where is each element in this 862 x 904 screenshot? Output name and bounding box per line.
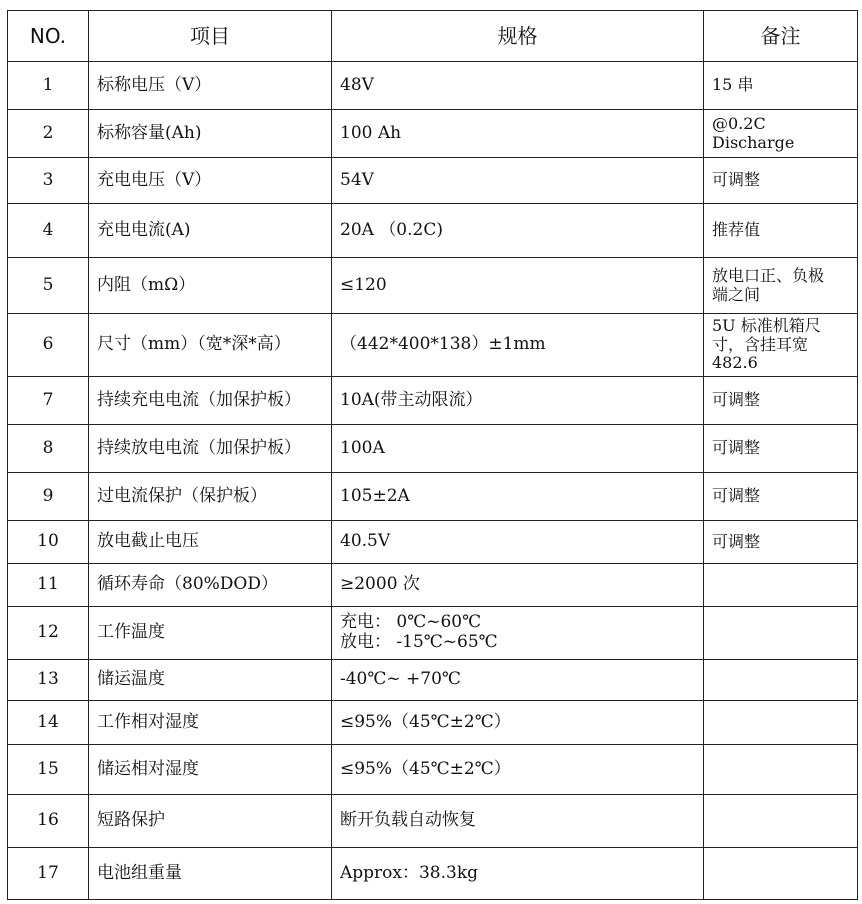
row-number: 7 [8,377,89,425]
remark-line: 5U 标准机箱尺 [712,316,821,336]
spec-line: -40℃~ +70℃ [340,669,461,690]
remark-cell [704,521,858,564]
table-row [8,521,858,564]
row-number: 11 [8,564,89,607]
item-name: 充电电流(A) [89,204,332,258]
spec-value [332,258,704,314]
remark-cell [704,607,858,660]
table-row [8,425,858,473]
row-number: 8 [8,425,89,473]
table-row [8,258,858,314]
remark-line: 15 串 [712,75,754,95]
table-row [8,795,858,848]
table-row [8,660,858,701]
remark-line: 可调整 [712,531,761,551]
remark-cell [704,377,858,425]
table-row [8,564,858,607]
row-number: 17 [8,848,89,900]
spec-value [332,848,704,900]
spec-value [332,377,704,425]
item-name: 持续放电电流（加保护板） [89,425,332,473]
item-name: 充电电压（V） [89,158,332,204]
item-name: 尺寸（mm）（宽*深*高） [89,314,332,377]
header-remark: 备注 [704,11,858,62]
spec-value [332,425,704,473]
row-number: 14 [8,701,89,745]
spec-line: ≤95%（45℃±2℃） [340,711,511,732]
table-row [8,62,858,110]
header-row [8,11,858,62]
row-number: 13 [8,660,89,701]
remark-cell [704,745,858,795]
item-name: 储运相对湿度 [89,745,332,795]
spec-line: 10A(带主动限流） [340,389,483,410]
spec-value [332,660,704,701]
spec-line: 20A （0.2C) [340,219,443,240]
table-row [8,607,858,660]
remark-cell [704,660,858,701]
table-row [8,745,858,795]
table-row [8,473,858,521]
remark-line: 可调整 [712,390,761,410]
header-spec: 规格 [332,11,704,62]
spec-value [332,473,704,521]
remark-line: 482.6 [712,353,758,373]
header-item: 项目 [89,11,332,62]
remark-cell [704,701,858,745]
spec-line: 100A [340,437,385,458]
table-row [8,204,858,258]
item-name: 持续充电电流（加保护板） [89,377,332,425]
remark-cell [704,204,858,258]
remark-cell [704,795,858,848]
spec-line: 48V [340,74,374,95]
row-number: 3 [8,158,89,204]
remark-line: 推荐值 [712,220,761,240]
remark-line: Discharge [712,132,795,152]
item-name: 内阻（mΩ） [89,258,332,314]
row-number: 10 [8,521,89,564]
spec-line: ≥2000 次 [340,574,420,595]
spec-value [332,521,704,564]
item-name: 工作相对湿度 [89,701,332,745]
item-name: 放电截止电压 [89,521,332,564]
item-name: 工作温度 [89,607,332,660]
item-name: 循环寿命（80%DOD） [89,564,332,607]
battery-spec-table [7,10,858,900]
spec-table-body [8,62,858,900]
row-number: 12 [8,607,89,660]
row-number: 9 [8,473,89,521]
item-name: 过电流保护（保护板） [89,473,332,521]
spec-line: 40.5V [340,531,391,552]
row-number: 4 [8,204,89,258]
row-number: 15 [8,745,89,795]
remark-cell [704,425,858,473]
remark-cell [704,473,858,521]
item-name: 电池组重量 [89,848,332,900]
spec-value [332,158,704,204]
spec-line: （442*400*138）±1mm [340,334,546,355]
remark-cell [704,110,858,158]
row-number: 16 [8,795,89,848]
remark-cell [704,848,858,900]
spec-value [332,110,704,158]
remark-cell [704,314,858,377]
row-number: 1 [8,62,89,110]
spec-value [332,701,704,745]
item-name: 标称电压（V） [89,62,332,110]
remark-line: 寸，含挂耳宽 [712,334,809,354]
remark-line: 可调整 [712,486,761,506]
spec-line: 105±2A [340,485,410,506]
remark-cell [704,564,858,607]
spec-value [332,314,704,377]
remark-cell [704,62,858,110]
spec-line: 充电： 0℃~60℃ [340,612,482,633]
spec-value [332,62,704,110]
header-no: NO. [8,11,89,62]
spec-line: 放电： -15℃~65℃ [340,632,498,652]
remark-line: 可调整 [712,438,761,458]
remark-line: 放电口正、负极 [712,266,825,286]
row-number: 6 [8,314,89,377]
spec-value [332,795,704,848]
spec-value [332,607,704,660]
spec-line: ≤95%（45℃±2℃） [340,758,511,779]
spec-value [332,564,704,607]
spec-value [332,204,704,258]
row-number: 2 [8,110,89,158]
item-name: 储运温度 [89,660,332,701]
table-row [8,110,858,158]
table-row [8,848,858,900]
spec-line: 100 Ah [340,122,402,143]
spec-line: ≤120 [340,274,387,295]
row-number: 5 [8,258,89,314]
remark-line: 端之间 [712,284,761,304]
table-row [8,701,858,745]
spec-line: Approx：38.3kg [340,862,479,883]
table-row [8,314,858,377]
spec-line: 断开负载自动恢复 [340,810,476,831]
table-row [8,158,858,204]
remark-line: @0.2C [712,114,766,134]
spec-value [332,745,704,795]
remark-line: 可调整 [712,170,761,190]
item-name: 短路保护 [89,795,332,848]
spec-line: 54V [340,169,374,190]
item-name: 标称容量(Ah) [89,110,332,158]
table-row [8,377,858,425]
remark-cell [704,258,858,314]
remark-cell [704,158,858,204]
